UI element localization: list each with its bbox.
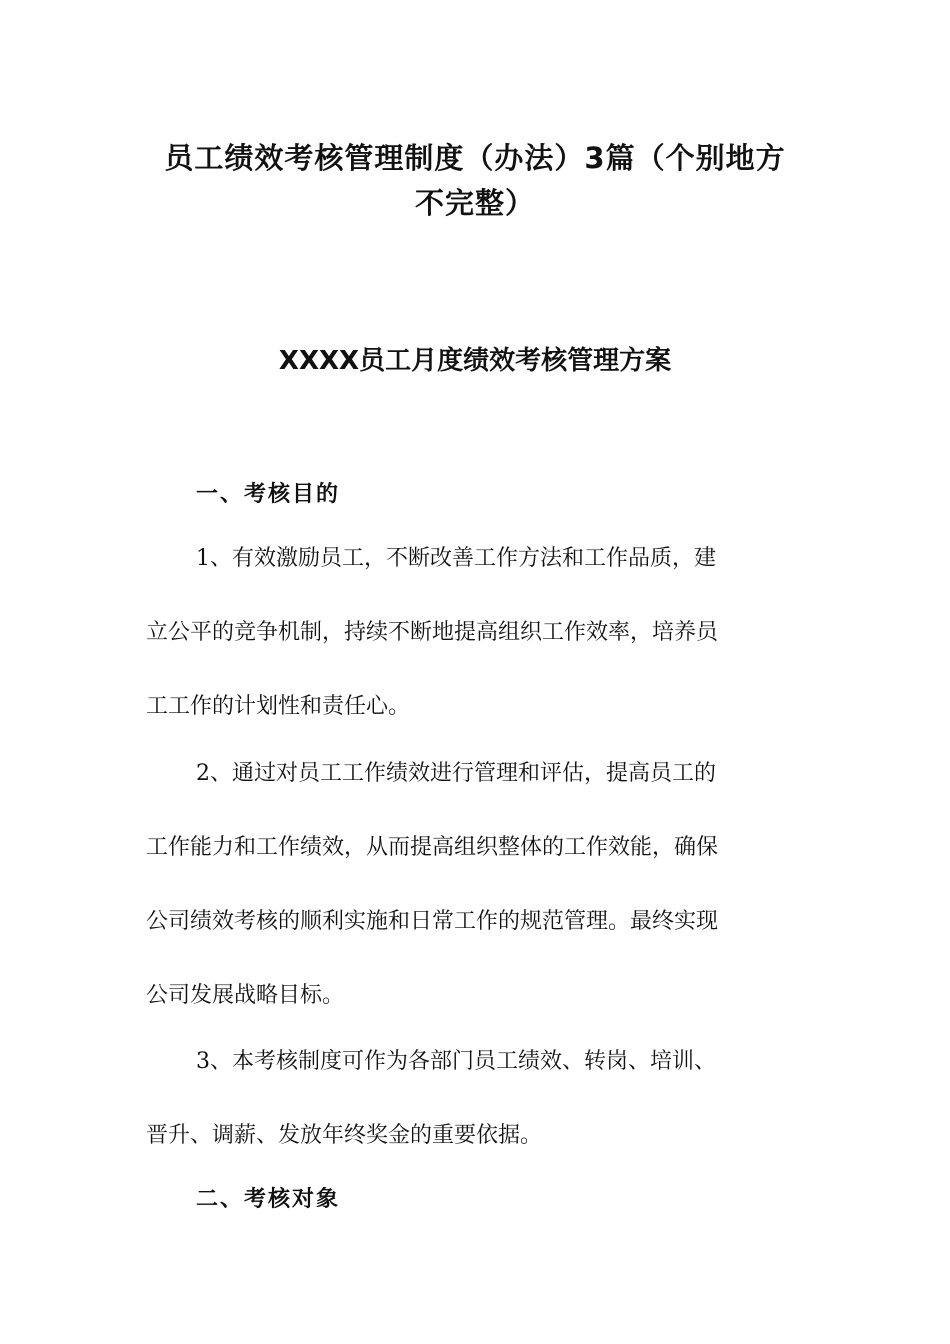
document-title-line-2: 不完整） — [414, 186, 535, 220]
paragraph-1-line-2: 立公平的竞争机制，持续不断地提高组织工作效率，培养员 — [146, 620, 719, 645]
paragraph-1-line-1: 1、有效激励员工，不断改善工作方法和工作品质，建 — [196, 546, 716, 571]
paragraph-2-line-4: 公司发展战略目标。 — [146, 983, 345, 1008]
paragraph-2-line-1: 2、通过对员工工作绩效进行管理和评估，提高员工的 — [196, 761, 716, 786]
paragraph-1-line-3: 工工作的计划性和责任心。 — [146, 694, 411, 719]
paragraph-3-line-1: 3、本考核制度可作为各部门员工绩效、转岗、培训、 — [196, 1049, 716, 1074]
plan-title: XXXX员工月度绩效考核管理方案 — [278, 346, 672, 376]
paragraph-2-line-3: 公司绩效考核的顺利实施和日常工作的规范管理。最终实现 — [146, 909, 719, 934]
document-title-line-1: 员工绩效考核管理制度（办法）3篇（个别地方 — [164, 141, 786, 175]
section-heading-targets: 二、考核对象 — [196, 1187, 341, 1212]
section-heading-purpose: 一、考核目的 — [196, 482, 341, 507]
paragraph-3-line-2: 晋升、调薪、发放年终奖金的重要依据。 — [146, 1123, 543, 1148]
paragraph-2-line-2: 工作能力和工作绩效，从而提高组织整体的工作效能，确保 — [146, 835, 719, 860]
